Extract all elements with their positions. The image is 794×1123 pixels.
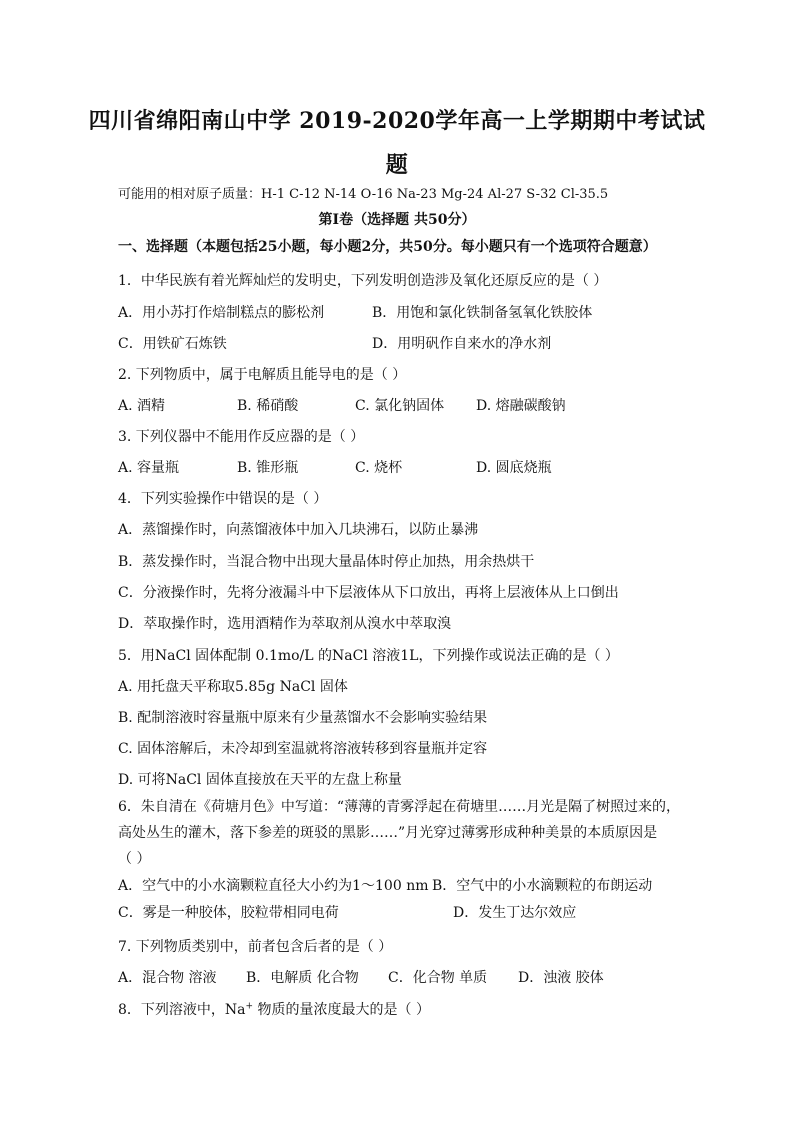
- q4-option-b: B．蒸发操作时，当混合物中出现大量晶体时停止加热，用余热烘干: [118, 554, 535, 570]
- q8-stem: [118, 1000, 430, 1020]
- page-title-line2: 题: [385, 152, 409, 178]
- q2-option-d: D. 熔融碳酸钠: [476, 398, 566, 414]
- q6-option-d: D．发生丁达尔效应: [453, 905, 577, 921]
- q2-option-b: B. 稀硝酸: [237, 398, 299, 414]
- q5-option-d: D. 可将NaCl 固体直接放在天平的左盘上称量: [118, 772, 402, 788]
- q2-stem: 2. 下列物质中，属于电解质且能导电的是（ ）: [118, 367, 407, 383]
- part-title: 一、选择题（本题包括25小题，每小题2分，共50分。每小题只有一个选项符合题意）: [118, 239, 657, 255]
- q4-option-c: C．分液操作时，先将分液漏斗中下层液体从下口放出，再将上层液体从上口倒出: [118, 585, 619, 601]
- q3-option-d: D. 圆底烧瓶: [476, 460, 552, 476]
- q6-stem-line1: 6．朱自清在《荷塘月色》中写道：“薄薄的青雾浮起在荷塘里……月光是隔了树照过来的，: [118, 799, 681, 815]
- section-title: 第Ⅰ卷（选择题 共50分）: [318, 212, 476, 228]
- q2-option-a: A. 酒精: [118, 398, 166, 414]
- q6-option-b: B．空气中的小水滴颗粒的布朗运动: [432, 878, 653, 894]
- q3-stem: 3. 下列仪器中不能用作反应器的是（ ）: [118, 429, 365, 445]
- q6-option-c: C．雾是一种胶体，胶粒带相同电荷: [118, 905, 339, 921]
- q5-option-c: C. 固体溶解后，未冷却到室温就将溶液转移到容量瓶并定容: [118, 741, 488, 757]
- q3-option-c: C. 烧杯: [355, 460, 403, 476]
- q6-option-a: A．空气中的小水滴颗粒直径大小约为1～100 nm: [118, 878, 429, 894]
- q2-option-c: C. 氯化钠固体: [355, 398, 445, 414]
- q8-stem-pre: 8．下列溶液中，Na: [118, 1002, 246, 1018]
- q7-option-a: A．混合物 溶液: [118, 970, 217, 986]
- q4-option-a: A．蒸馏操作时，向蒸馏液体中加入几块沸石，以防止暴沸: [118, 522, 479, 538]
- q1-option-a: A．用小苏打作焙制糕点的膨松剂: [118, 305, 325, 321]
- q7-option-b: B．电解质 化合物: [246, 970, 359, 986]
- q4-option-d: D．萃取操作时，选用酒精作为萃取剂从溴水中萃取溴: [118, 616, 452, 632]
- q1-option-c: C．用铁矿石炼铁: [118, 336, 227, 352]
- q5-option-a: A. 用托盘天平称取5.85g NaCl 固体: [118, 679, 348, 695]
- q5-stem: 5．用NaCl 固体配制 0.1mo/L 的NaCl 溶液1L，下列操作或说法正确的是（ ）: [118, 648, 619, 664]
- q6-stem-line3: （ ）: [118, 851, 151, 867]
- q7-option-c: C．化合物 单质: [388, 970, 488, 986]
- q1-option-d: D．用明矾作自来水的净水剂: [372, 336, 552, 352]
- q8-stem-post: 物质的量浓度最大的是（ ）: [253, 1002, 430, 1018]
- q3-option-a: A. 容量瓶: [118, 460, 180, 476]
- q3-option-b: B. 锥形瓶: [237, 460, 299, 476]
- q1-option-b: B．用饱和氯化铁制备氢氧化铁胶体: [372, 305, 593, 321]
- q5-option-b: B. 配制溶液时容量瓶中原来有少量蒸馏水不会影响实验结果: [118, 710, 488, 726]
- q1-stem: 1．中华民族有着光辉灿烂的发明史，下列发明创造涉及氧化还原反应的是（ ）: [118, 273, 608, 289]
- q4-stem: 4．下列实验操作中错误的是（ ）: [118, 491, 328, 507]
- atomic-masses: 可能用的相对原子质量：H-1 C-12 N-14 O-16 Na-23 Mg-24 Al-27 S-32 Cl-35.5: [118, 187, 609, 202]
- page-title-line1: 四川省绵阳南山中学 2019-2020学年高一上学期期中考试试: [88, 108, 706, 134]
- q7-option-d: D．浊液 胶体: [518, 970, 604, 986]
- q7-stem: 7. 下列物质类别中，前者包含后者的是（ ）: [118, 939, 393, 955]
- q8-stem-sup: +: [245, 1001, 254, 1012]
- q6-stem-line2: 高处丛生的灌木，落下参差的斑驳的黑影……”月光穿过薄雾形成种种美景的本质原因是: [118, 825, 658, 841]
